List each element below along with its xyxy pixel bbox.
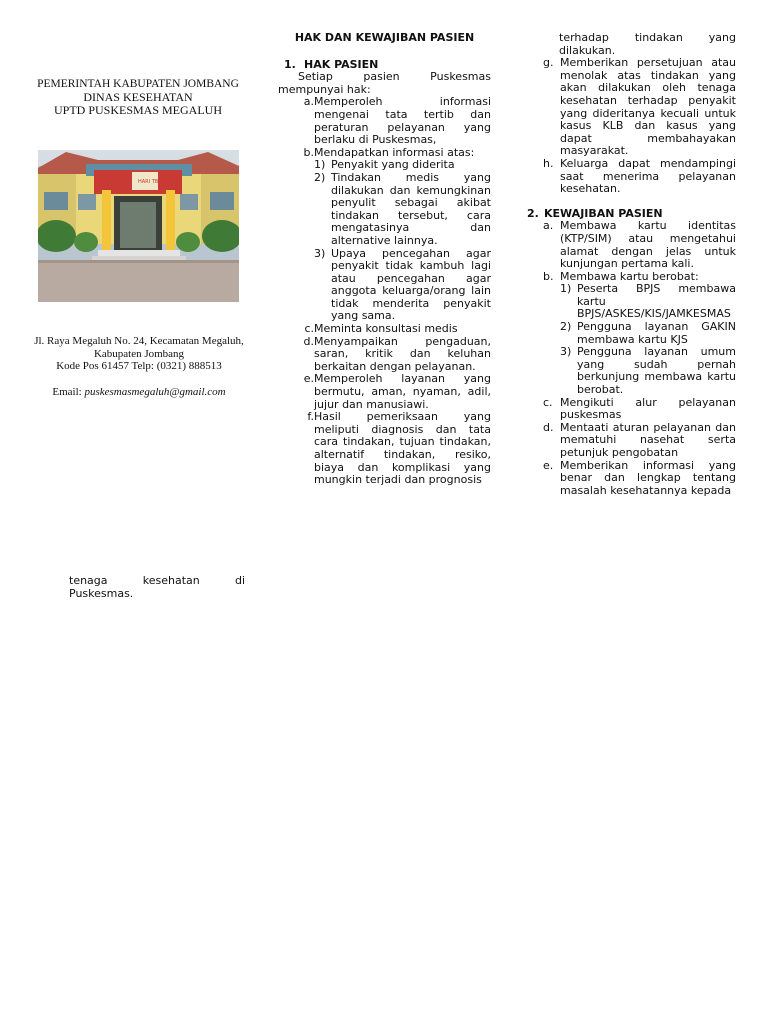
list-marker: b. bbox=[543, 269, 554, 283]
puskesmas-building-photo bbox=[38, 150, 239, 302]
section-title: HAK PASIEN bbox=[304, 57, 379, 71]
list-marker: c. bbox=[304, 322, 314, 336]
continued-line-2: Puskesmas. bbox=[69, 586, 134, 600]
sublist-item bbox=[560, 321, 736, 346]
list-item bbox=[527, 460, 736, 498]
document-title: HAK DAN KEWAJIBAN PASIEN bbox=[294, 31, 475, 44]
address-line-2: Kabupaten Jombang bbox=[93, 347, 185, 360]
section-number: 2. bbox=[527, 206, 539, 220]
sublist-text: Pengguna layanan umum yang sudah pernah berkunjung membawa kartu berobat. bbox=[577, 345, 736, 397]
list-marker: h. bbox=[543, 156, 554, 170]
email-line bbox=[30, 386, 248, 399]
list-marker: a. bbox=[303, 95, 314, 109]
list-item bbox=[278, 411, 491, 487]
sublist-item bbox=[314, 248, 491, 324]
sublist-marker: 3) bbox=[560, 345, 572, 359]
list-item bbox=[278, 373, 491, 411]
list-marker: a. bbox=[543, 219, 554, 233]
list-item bbox=[527, 220, 736, 270]
list-text: Mentaati aturan pelayanan dan mematuhi nasehat serta petunjuk pengobatan bbox=[560, 420, 736, 459]
letterhead-line-2: DINAS KESEHATAN bbox=[83, 90, 193, 104]
sublist-text: Peserta BPJS membawa kartu BPJS/ASKES/KIS/JAMKESMAS bbox=[577, 282, 736, 321]
patient-obligations-column bbox=[527, 32, 736, 497]
continued-text bbox=[69, 575, 245, 600]
letterhead-line-3: UPTD PUSKESMAS MEGALUH bbox=[53, 103, 223, 117]
letterhead bbox=[30, 78, 246, 117]
list-marker: d. bbox=[543, 420, 554, 434]
list-text: Memberikan informasi yang benar dan lengkap tentang masalah kesehatannya kepada bbox=[560, 458, 736, 497]
address-block bbox=[30, 335, 248, 373]
list-text: Mengikuti alur pelayanan puskesmas bbox=[560, 395, 736, 422]
list-text: Memperoleh layanan yang bermutu, aman, nyaman, adil, jujur dan manusiawi. bbox=[314, 372, 491, 411]
list-text: Hasil pemeriksaan yang meliputi diagnosis dan tata cara tindakan, tujuan tindakan, alternatif tindakan, resiko, biaya dan komplikasi yang mungkin terjadi dan prognosis bbox=[314, 410, 491, 487]
list-text: Mendapatkan informasi atas: bbox=[314, 145, 475, 159]
sublist-item bbox=[560, 346, 736, 396]
sublist-marker: 2) bbox=[314, 170, 326, 184]
sublist bbox=[278, 159, 491, 323]
email-label: Email: bbox=[52, 386, 82, 398]
list-item bbox=[527, 57, 736, 158]
list-marker: e. bbox=[543, 458, 554, 472]
list-text: Memperoleh informasi mengenai tata tertib dan peraturan pelayanan yang berlaku di Puskesmas, bbox=[314, 95, 491, 147]
list-item bbox=[527, 422, 736, 460]
list-item bbox=[278, 336, 491, 374]
list-text: Keluarga dapat mendampingi saat menerima pelayanan kesehatan. bbox=[560, 156, 736, 196]
list-item bbox=[278, 323, 491, 336]
address-line-3: Kode Pos 61457 Telp: (0321) 888513 bbox=[56, 360, 222, 373]
sublist-item bbox=[314, 172, 491, 248]
sublist-marker: 2) bbox=[560, 320, 572, 334]
letterhead-line-1: PEMERINTAH KABUPATEN JOMBANG bbox=[37, 78, 239, 90]
sublist-item bbox=[560, 283, 736, 321]
list-marker: g. bbox=[543, 56, 554, 70]
sublist-marker: 3) bbox=[314, 246, 326, 260]
sublist-marker: 1) bbox=[560, 282, 572, 296]
list-text: Membawa kartu berobat: bbox=[560, 269, 699, 283]
sublist-marker: 1) bbox=[314, 158, 326, 172]
section-number: 1. bbox=[284, 57, 296, 71]
sublist-text: Tindakan medis yang dilakukan dan kemungkinan penyulit sebagai akibat tindakan tersebut, cara mengatasinya dan alternative lainnya. bbox=[331, 170, 491, 247]
list-text: Menyampaikan pengaduan, saran, kritik dan keluhan berkaitan dengan pelayanan. bbox=[314, 334, 491, 373]
list-marker: c. bbox=[543, 395, 553, 409]
rights-intro: Setiap pasien Puskesmas mempunyai hak: bbox=[278, 70, 491, 96]
list-marker: d. bbox=[303, 334, 314, 348]
section-title: KEWAJIBAN PASIEN bbox=[544, 206, 663, 220]
list-marker: e. bbox=[303, 372, 314, 386]
list-marker: f. bbox=[307, 410, 314, 424]
list-text: Memberikan persetujuan atau menolak atas tindakan yang akan dilakukan oleh tenaga kesehatan terhadap penyakit yang dideritanya kecuali untuk kasus KLB dan kasus yang dapat membahayakan masyarakat. bbox=[560, 56, 736, 158]
banner-text: HARI TB bbox=[138, 179, 159, 185]
sublist bbox=[527, 283, 736, 396]
address-line-1: Jl. Raya Megaluh No. 24, Kecamatan Megaluh, bbox=[34, 335, 244, 347]
continued-line-1: tenaga kesehatan di bbox=[69, 574, 245, 587]
list-marker: b. bbox=[303, 145, 314, 159]
list-text: Membawa kartu identitas (KTP/SIM) atau mengetahui alamat dengan jelas untuk kunjungan pertama kali. bbox=[560, 219, 736, 271]
list-item bbox=[527, 158, 736, 196]
list-item bbox=[278, 96, 491, 146]
email-address: puskesmasmegaluh@gmail.com bbox=[84, 386, 226, 398]
sublist-text: Pengguna layanan GAKIN membawa kartu KJS bbox=[577, 320, 736, 346]
continued-item-f: terhadap tindakan yang dilakukan. bbox=[559, 31, 736, 57]
list-item bbox=[527, 397, 736, 422]
patient-rights-column bbox=[278, 32, 491, 487]
list-text: Meminta konsultasi medis bbox=[314, 322, 458, 336]
sublist-text: Penyakit yang diderita bbox=[331, 158, 455, 172]
sublist-text: Upaya pencegahan agar penyakit tidak kambuh lagi atau pencegahan agar anggota keluarga/orang lain tidak menderita penyakit yang sama. bbox=[331, 246, 491, 323]
